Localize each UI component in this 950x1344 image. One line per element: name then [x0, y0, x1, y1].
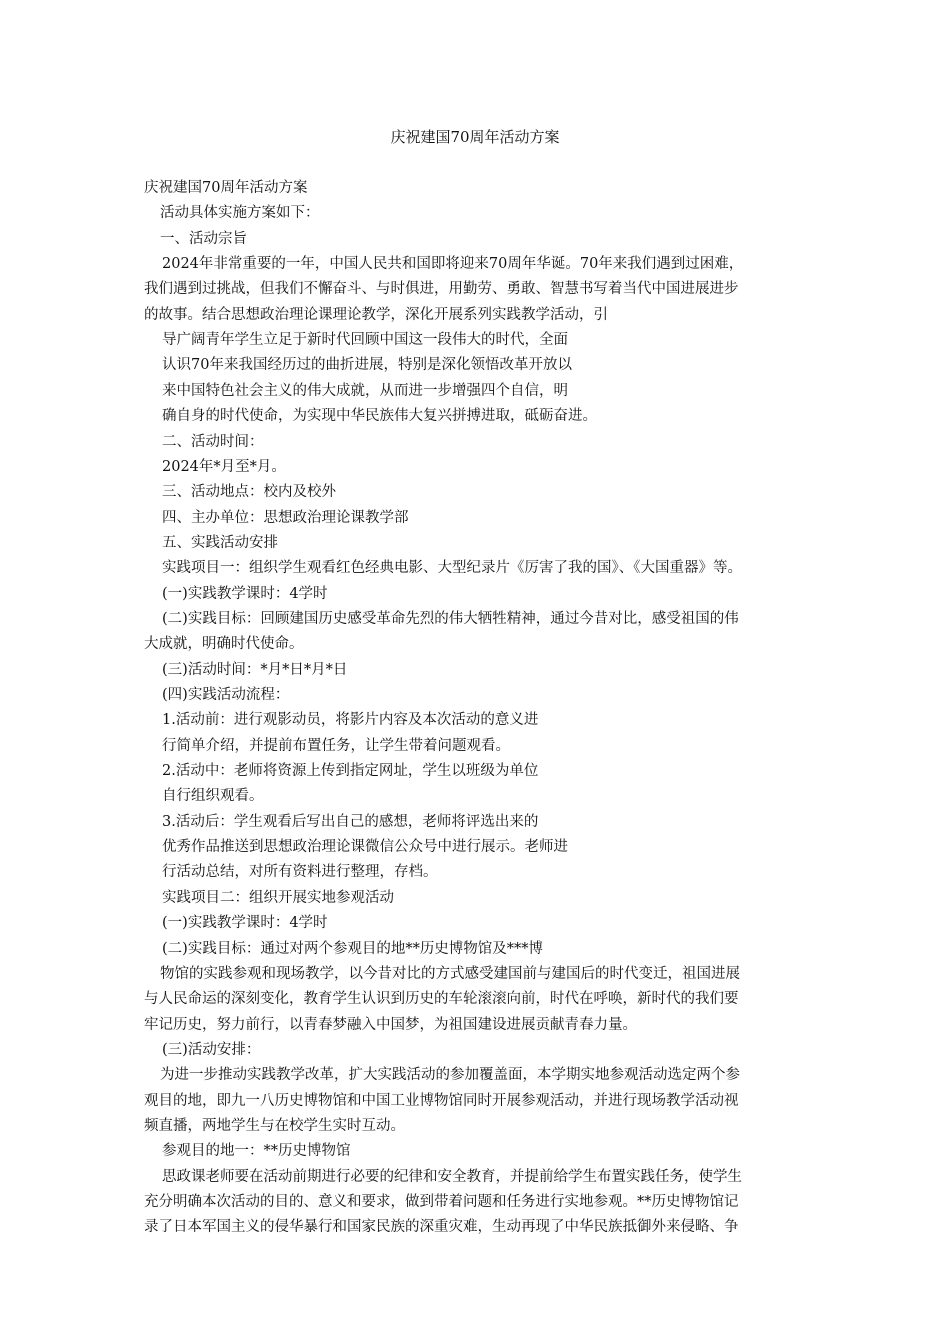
body-line: 大成就，明确时代使命。	[144, 636, 304, 653]
body-line: 确自身的时代使命，为实现中华民族伟大复兴拼搏进取，砥砺奋进。	[162, 408, 597, 425]
body-line: 来中国特色社会主义的伟大成就，从而进一步增强四个自信，明	[162, 382, 568, 399]
body-line: 录了日本军国主义的侵华暴行和国家民族的深重灾难，生动再现了中华民族抵御外来侵略、争	[144, 1219, 739, 1236]
body-line: 的故事。结合思想政治理论课理论教学，深化开展系列实践教学活动，引	[144, 306, 608, 323]
body-line: 我们遇到过挑战，但我们不懈奋斗、与时俱进，用勤劳、勇敢、智慧书写着当代中国进展进步	[144, 281, 739, 298]
body-line: 二、活动时间：	[162, 433, 264, 450]
body-line: (一)实践教学课时：4学时	[162, 585, 328, 602]
page-title: 庆祝建国70周年活动方案	[390, 128, 560, 146]
body-line: 自行组织观看。	[162, 788, 264, 805]
body-line: (三)活动时间：*月*日*月*日	[162, 661, 348, 678]
body-line: 为进一步推动实践教学改革，扩大实践活动的参加覆盖面，本学期实地参观活动选定两个参	[160, 1067, 740, 1084]
body-line: 行简单介绍，并提前布置任务，让学生带着问题观看。	[162, 737, 510, 754]
body-line: 1.活动前：进行观影动员，将影片内容及本次活动的意义进	[162, 712, 539, 729]
body-line: 行活动总结，对所有资料进行整理，存档。	[162, 864, 438, 881]
body-line: 2024年*月至*月。	[162, 458, 286, 475]
body-line: 活动具体实施方案如下：	[160, 205, 320, 222]
body-line: 三、活动地点：校内及校外	[162, 484, 336, 501]
body-line: 牢记历史，努力前行，以青春梦融入中国梦，为祖国建设进展贡献青春力量。	[144, 1016, 637, 1033]
body-line: 庆祝建国70周年活动方案	[144, 180, 308, 196]
body-line: (一)实践教学课时：4学时	[162, 915, 328, 932]
body-line: 频直播，两地学生与在校学生实时互动。	[144, 1117, 405, 1134]
body-line: 实践项目一：组织学生观看红色经典电影、大型纪录片《厉害了我的国》、《大国重器》等。	[162, 560, 742, 577]
body-line: 3.活动后：学生观看后写出自己的感想，老师将评选出来的	[162, 813, 539, 830]
body-line: 四、主办单位：思想政治理论课教学部	[162, 509, 409, 526]
body-line: 思政课老师要在活动前期进行必要的纪律和安全教育，并提前给学生布置实践任务，使学生	[162, 1168, 742, 1185]
body-line: 导广阔青年学生立足于新时代回顾中国这一段伟大的时代，全面	[162, 332, 568, 349]
body-line: 认识70年来我国经历过的曲折进展，特别是深化领悟改革开放以	[162, 357, 572, 374]
body-line: (二)实践目标：通过对两个参观目的地**历史博物馆及***博	[162, 940, 544, 957]
body-line: 一、活动宗旨	[160, 230, 247, 247]
body-line: 优秀作品推送到思想政治理论课微信公众号中进行展示。老师进	[162, 839, 568, 856]
body-line: 2024年非常重要的一年，中国人民共和国即将迎来70周年华诞。70年来我们遇到过困难，	[162, 256, 744, 273]
body-line: 与人民命运的深刻变化，教育学生认识到历史的车轮滚滚向前，时代在呼唤，新时代的我们要	[144, 991, 739, 1008]
body-line: 观目的地，即九一八历史博物馆和中国工业博物馆同时开展参观活动，并进行现场教学活动视	[144, 1092, 739, 1109]
body-line: 物馆的实践参观和现场教学，以今昔对比的方式感受建国前与建国后的时代变迁，祖国进展	[160, 965, 740, 982]
body-line: 充分明确本次活动的目的、意义和要求，做到带着问题和任务进行实地参观。**历史博物馆记	[144, 1194, 739, 1210]
body-line: 参观目的地一：**历史博物馆	[162, 1143, 351, 1160]
body-line: 实践项目二：组织开展实地参观活动	[162, 889, 394, 906]
body-line: (四)实践活动流程：	[162, 687, 290, 703]
body-line: (二)实践目标：回顾建国历史感受革命先烈的伟大牺牲精神，通过今昔对比，感受祖国的伟	[162, 610, 739, 627]
body-line: 五、实践活动安排	[162, 534, 278, 551]
body-line: (三)活动安排：	[162, 1041, 261, 1058]
body-line: 2.活动中：老师将资源上传到指定网址，学生以班级为单位	[162, 763, 539, 780]
